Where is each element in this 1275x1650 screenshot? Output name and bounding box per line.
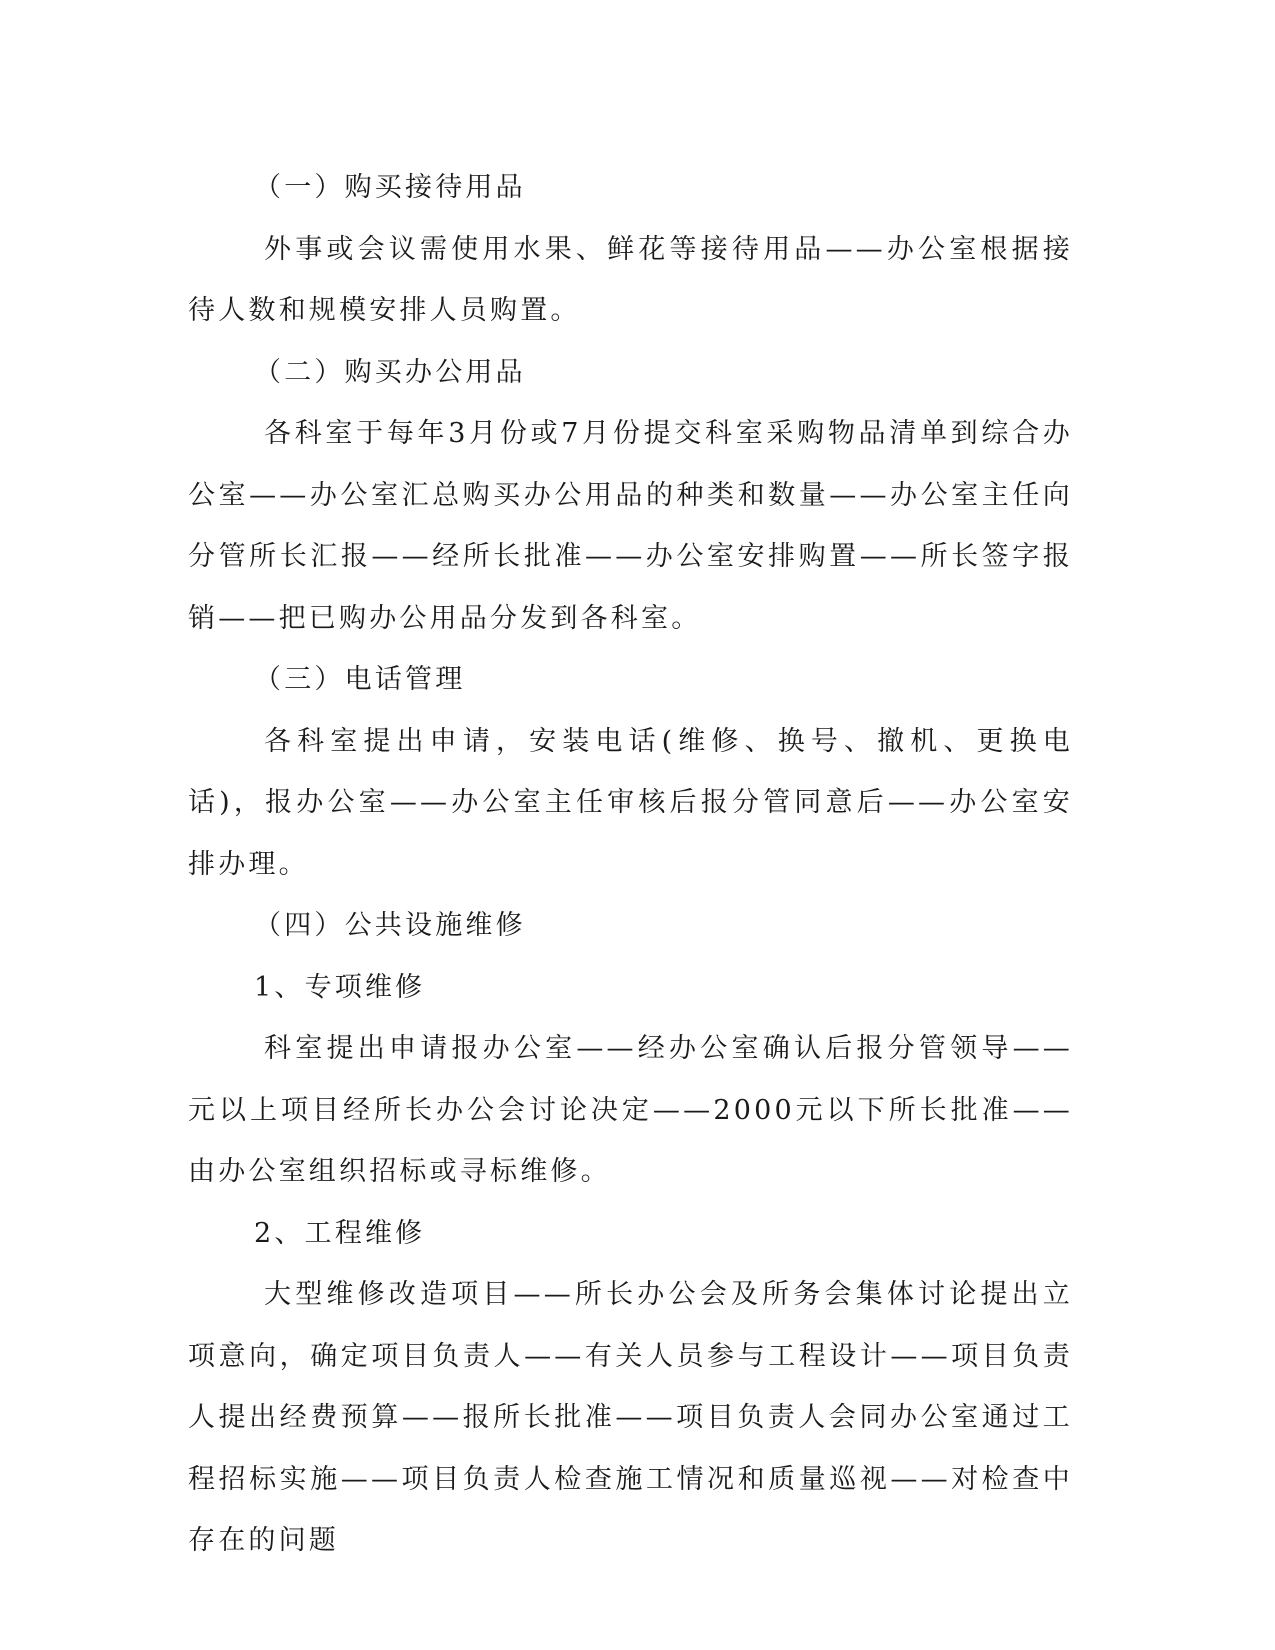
paragraph-engineering-repair: 大型维修改造项目——所长办公会及所务会集体讨论提出立项意向，确定项目负责人——有关人员参与工程设计——项目负责人提出经费预算——报所长批准——项目负责人会同办公室通过工程招标实施——项目负责人检查施工情况和质量巡视——对检查中存在的问题: [188, 1279, 1073, 1556]
section-heading-telephone: （三）电话管理: [254, 664, 466, 695]
section-heading-office-supplies: （二）购买办公用品: [254, 356, 526, 388]
section-heading-facility-repair: （四）公共设施维修: [254, 910, 526, 941]
paragraph-reception-supplies: 外事或会议需使用水果、鲜花等接待用品——办公室根据接待人数和规模安排人员购置。: [188, 233, 1073, 326]
subheading-engineering-repair: 2、工程维修: [254, 1217, 426, 1249]
paragraph-telephone: 各科室提出申请，安装电话(维修、换号、撤机、更换电话)，报办公室——办公室主任审核后报分管同意后——办公室安排办理。: [188, 725, 1073, 880]
document-body: [188, 157, 1073, 1572]
subheading-special-repair: 1、专项维修: [254, 971, 426, 1003]
paragraph-special-repair: 科室提出申请报办公室——经办公室确认后报分管领导——元以上项目经所长办公会讨论决定——2000元以下所长批准——由办公室组织招标或寻标维修。: [188, 1033, 1073, 1187]
section-heading-reception-supplies: （一）购买接待用品: [254, 172, 526, 203]
paragraph-office-supplies: 各科室于每年3月份或7月份提交科室采购物品清单到综合办公室——办公室汇总购买办公用品的种类和数量——办公室主任向分管所长汇报——经所长批准——办公室安排购置——所长签字报销——把已购办公用品分发到各科室。: [188, 418, 1073, 634]
